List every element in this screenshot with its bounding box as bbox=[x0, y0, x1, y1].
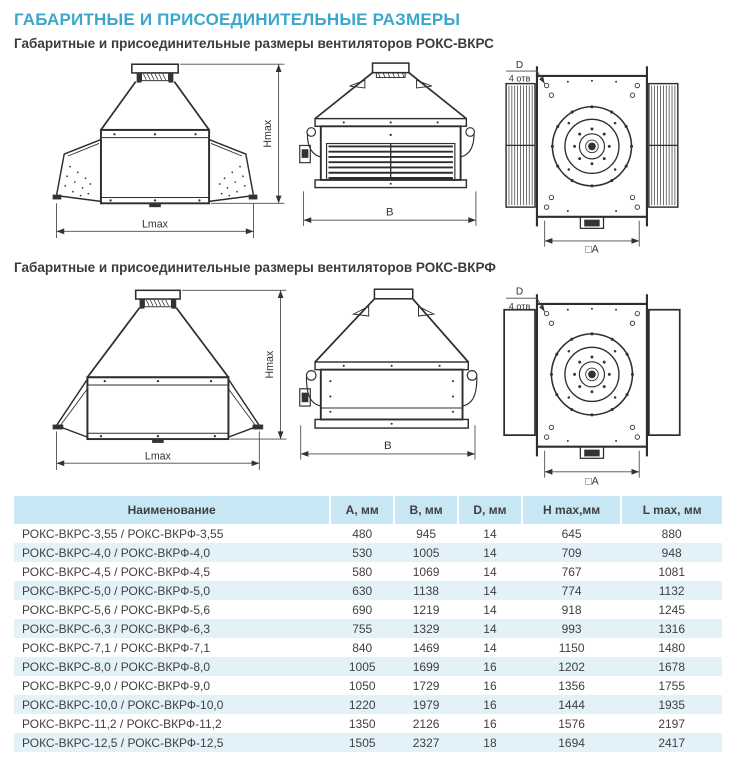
dimension-value-cell: 690 bbox=[352, 602, 373, 617]
dimension-value-cell: 14 bbox=[483, 583, 497, 598]
table-row bbox=[14, 657, 722, 676]
dimension-value-cell: 1469 bbox=[412, 640, 440, 655]
square-a-label: □A bbox=[585, 243, 599, 256]
dimension-value-cell: 1444 bbox=[558, 697, 585, 712]
dimension-value-cell: 1081 bbox=[658, 564, 686, 579]
d-label: D bbox=[515, 60, 524, 72]
dimension-value-cell: 993 bbox=[561, 621, 582, 636]
dimension-value-cell: 1699 bbox=[412, 659, 440, 674]
dimension-value-cell: 1316 bbox=[658, 621, 686, 636]
dimension-value-cell: 1050 bbox=[348, 678, 376, 693]
vkrs-drawings-row bbox=[12, 53, 724, 258]
square-a-label: □A bbox=[585, 475, 599, 488]
dimension-value-cell: 580 bbox=[352, 564, 373, 579]
dimension-value-cell: 16 bbox=[483, 659, 497, 674]
dimension-value-cell: 18 bbox=[483, 735, 497, 750]
dimension-value-cell: 1245 bbox=[658, 602, 686, 617]
dimensions-table bbox=[14, 496, 722, 752]
dimension-value-cell: 1979 bbox=[412, 697, 440, 712]
model-name-cell: РОКС-ВКРС-11,2 / РОКС-ВКРФ-11,2 bbox=[22, 716, 222, 731]
d-label: D bbox=[515, 286, 524, 298]
flange-panel-left bbox=[504, 310, 535, 435]
dimension-value-cell: 755 bbox=[352, 621, 373, 636]
dimension-value-cell: 880 bbox=[661, 526, 682, 541]
dimension-value-cell: 709 bbox=[561, 545, 582, 560]
dimension-value-cell: 1576 bbox=[558, 716, 585, 731]
vkrf-top-view-drawing bbox=[481, 277, 722, 492]
exhaust-cap bbox=[373, 63, 409, 77]
b-label: B bbox=[384, 440, 392, 453]
dimension-value-cell: 16 bbox=[483, 716, 497, 731]
dimension-value-cell: 2327 bbox=[412, 735, 440, 750]
dimension-value-cell: 1138 bbox=[413, 583, 439, 598]
dimension-value-cell: 1005 bbox=[348, 659, 376, 674]
dimension-value-cell: 2126 bbox=[412, 716, 440, 731]
model-name-cell: РОКС-ВКРС-5,6 / РОКС-ВКРФ-5,6 bbox=[22, 602, 211, 617]
col-header-a: А, мм bbox=[330, 496, 394, 524]
dimension-value-cell: 480 bbox=[352, 526, 373, 541]
roof-cone bbox=[315, 299, 468, 370]
flange-panel-right bbox=[649, 310, 680, 435]
dimension-value-cell: 945 bbox=[416, 526, 437, 541]
dimension-value-cell: 645 bbox=[561, 526, 582, 541]
side-flap-left bbox=[53, 140, 101, 202]
vkrf-side-view-drawing bbox=[294, 277, 481, 492]
col-header-lmax: L max, мм bbox=[621, 496, 722, 524]
model-name-cell: РОКС-ВКРС-4,0 / РОКС-ВКРФ-4,0 bbox=[22, 545, 211, 560]
model-name-cell: РОКС-ВКРС-8,0 / РОКС-ВКРФ-8,0 bbox=[22, 659, 211, 674]
dimension-value-cell: 948 bbox=[661, 545, 682, 560]
dimension-value-cell: 16 bbox=[483, 678, 497, 693]
side-flap-right bbox=[209, 140, 257, 202]
mounting-bracket-left bbox=[307, 128, 321, 157]
table-row bbox=[14, 695, 722, 714]
dimension-value-cell: 2417 bbox=[658, 735, 686, 750]
dimension-value-cell: 1219 bbox=[412, 602, 440, 617]
model-name-cell: РОКС-ВКРС-6,3 / РОКС-ВКРФ-6,3 bbox=[22, 621, 211, 636]
exhaust-cap bbox=[375, 289, 413, 299]
model-name-cell: РОКС-ВКРС-9,0 / РОКС-ВКРФ-9,0 bbox=[22, 678, 211, 693]
dimension-value-cell: 1005 bbox=[412, 545, 440, 560]
diffuser-cone bbox=[87, 308, 228, 378]
dimension-value-cell: 1755 bbox=[658, 678, 686, 693]
fan-housing bbox=[87, 377, 228, 443]
dimension-value-cell: 1220 bbox=[348, 697, 376, 712]
dimension-value-cell: 14 bbox=[483, 602, 497, 617]
dim-b bbox=[304, 191, 476, 225]
vkrs-side-view-drawing bbox=[294, 53, 481, 258]
hmax-label: Hmax bbox=[261, 119, 274, 148]
table-row bbox=[14, 714, 722, 733]
hmax-label: Hmax bbox=[263, 350, 276, 379]
motor-box bbox=[300, 145, 311, 162]
dimension-value-cell: 1480 bbox=[658, 640, 686, 655]
dimension-value-cell: 1329 bbox=[412, 621, 440, 636]
dim-hmax bbox=[182, 290, 286, 439]
holes-count-label: 4 отв bbox=[508, 73, 531, 84]
b-label: B bbox=[386, 206, 394, 219]
model-name-cell: РОКС-ВКРС-7,1 / РОКС-ВКРФ-7,1 bbox=[22, 640, 211, 655]
dimension-value-cell: 1935 bbox=[658, 697, 686, 712]
model-name-cell: РОКС-ВКРС-5,0 / РОКС-ВКРФ-5,0 bbox=[22, 583, 211, 598]
dimension-value-cell: 14 bbox=[483, 640, 497, 655]
louver-panel-right bbox=[649, 84, 678, 207]
lmax-label: Lmax bbox=[144, 450, 171, 463]
dimension-value-cell: 14 bbox=[483, 526, 497, 541]
vkrf-drawings-row bbox=[12, 277, 724, 492]
model-name-cell: РОКС-ВКРС-10,0 / РОКС-ВКРФ-10,0 bbox=[22, 697, 224, 712]
dimension-value-cell: 14 bbox=[483, 545, 497, 560]
table-row bbox=[14, 524, 722, 543]
model-name-cell: РОКС-ВКРС-3,55 / РОКС-ВКРФ-3,55 bbox=[22, 526, 224, 541]
dimension-value-cell: 1729 bbox=[412, 678, 440, 693]
col-header-b: В, мм bbox=[394, 496, 458, 524]
dimension-value-cell: 1202 bbox=[558, 659, 585, 674]
vkrs-front-view-drawing bbox=[14, 53, 294, 258]
table-row bbox=[14, 562, 722, 581]
motor-box bbox=[300, 389, 311, 406]
louver-grille bbox=[315, 126, 466, 187]
dimension-value-cell: 1694 bbox=[558, 735, 585, 750]
diffuser-cone bbox=[101, 82, 209, 130]
table-row bbox=[14, 581, 722, 600]
dimension-value-cell: 14 bbox=[483, 621, 497, 636]
table-row bbox=[14, 619, 722, 638]
col-header-hmax: Н max,мм bbox=[522, 496, 621, 524]
table-row bbox=[14, 676, 722, 695]
table-row bbox=[14, 638, 722, 657]
col-header-d: D, мм bbox=[458, 496, 522, 524]
dimension-value-cell: 1150 bbox=[558, 640, 585, 655]
dimension-value-cell: 1069 bbox=[412, 564, 440, 579]
section-vkrf-title: Габаритные и присоединительные размеры вентиляторов РОКС-ВКРФ bbox=[14, 260, 496, 275]
dimension-value-cell: 1678 bbox=[658, 659, 686, 674]
dimension-value-cell: 16 bbox=[483, 697, 497, 712]
dimension-value-cell: 14 bbox=[483, 564, 497, 579]
mounting-bracket-right bbox=[463, 371, 477, 406]
dimension-value-cell: 767 bbox=[561, 564, 582, 579]
louver-panel-left bbox=[506, 84, 535, 207]
dimension-value-cell: 530 bbox=[352, 545, 373, 560]
table-header-row bbox=[14, 496, 722, 524]
roof-cone bbox=[315, 73, 466, 127]
col-header-name: Наименование bbox=[14, 496, 330, 524]
dimension-value-cell: 918 bbox=[561, 602, 582, 617]
holes-count-label: 4 отв bbox=[508, 301, 531, 312]
dimension-value-cell: 1132 bbox=[658, 583, 685, 598]
fan-housing bbox=[315, 370, 468, 428]
exhaust-cap bbox=[132, 64, 178, 82]
fan-housing bbox=[101, 130, 209, 207]
table-row bbox=[14, 543, 722, 562]
support-leg-left bbox=[53, 379, 88, 437]
dim-b bbox=[301, 425, 475, 459]
vkrs-top-view-drawing bbox=[481, 53, 722, 258]
table-row bbox=[14, 733, 722, 752]
dim-lmax bbox=[56, 203, 253, 238]
vkrf-front-view-drawing bbox=[14, 277, 294, 492]
dimension-value-cell: 2197 bbox=[658, 716, 686, 731]
table-row bbox=[14, 600, 722, 619]
model-name-cell: РОКС-ВКРС-12,5 / РОКС-ВКРФ-12,5 bbox=[22, 735, 224, 750]
support-leg-right bbox=[228, 379, 263, 437]
dimension-value-cell: 774 bbox=[561, 583, 582, 598]
dimension-value-cell: 1350 bbox=[348, 716, 376, 731]
lmax-label: Lmax bbox=[142, 218, 168, 231]
page-title: ГАБАРИТНЫЕ И ПРИСОЕДИНИТЕЛЬНЫЕ РАЗМЕРЫ bbox=[14, 10, 461, 29]
exhaust-cap bbox=[136, 290, 180, 308]
section-vkrs-title: Габаритные и присоединительные размеры вентиляторов РОКС-ВКРС bbox=[14, 36, 494, 51]
dimension-value-cell: 1505 bbox=[348, 735, 376, 750]
model-name-cell: РОКС-ВКРС-4,5 / РОКС-ВКРФ-4,5 bbox=[22, 564, 211, 579]
dimension-value-cell: 1356 bbox=[558, 678, 585, 693]
dimension-value-cell: 630 bbox=[352, 583, 373, 598]
dimension-value-cell: 840 bbox=[352, 640, 373, 655]
dimensions-table-body bbox=[14, 524, 722, 752]
mounting-bracket-right bbox=[461, 128, 475, 157]
